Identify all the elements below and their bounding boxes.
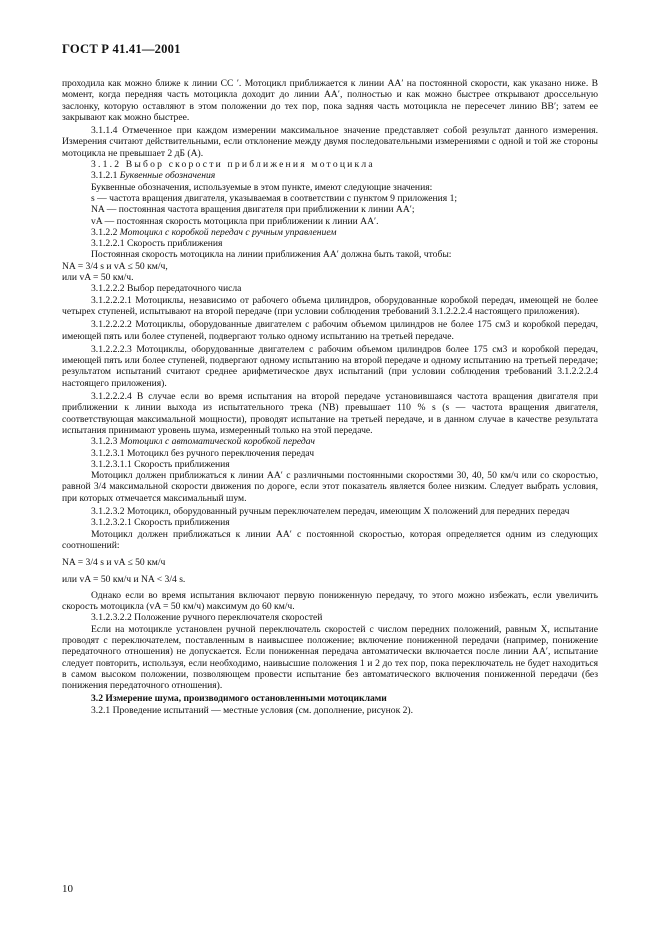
heading-3-1-2-3-1: 3.1.2.3.1 Мотоцикл без ручного переключения передач (91, 447, 315, 459)
paragraph-manual-selector: Если на мотоцикле установлен ручной переключатель скоростей с числом передних положений, равным X, испытание проводят с переключателем, поставленным в наивысшее положение; включение пониженной передачи (например, понижение передаточного отношения) не допускается. Если пониженная передача автоматически включается после линии AA′, испытание следует повторить, используя, если необходимо, наивысшие положения 1 и 2 до тех пор, пока переключатель не будет находиться в самом высоком положении, позволяющем провести испытание без автоматического включения пониженной передачи (без понижения передаточного отношения). (62, 623, 598, 692)
paragraph-notation-intro: Буквенные обозначения, используемые в этом пункте, имеют следующие значения: (91, 181, 433, 193)
paragraph-3-1-1-4: 3.1.1.4 Отмеченное при каждом измерении максимальное значение представляет собой результат данного измерения. Измерения считают действительными, если отклонение между двумя последовательными измерениями с одной и той же стороны мотоцикла не превышает 2 дБ (А). (62, 125, 598, 159)
formula-3: или vA = 50 км/ч и NA < 3/4 s. (62, 574, 186, 586)
section-heading-3-2: 3.2 Измерение шума, производимого остановленными мотоциклами (91, 693, 387, 705)
paragraph-3-1-2-2-2-4: 3.1.2.2.2.4 В случае если во время испытания на второй передаче установившаяся частота вращения двигателя при приближении к линии выхода из испытательного трека (NB) превышает 110 % s (s — частота вращения двигателя, соответствующая максимальной мощности), проводят испытание на третьей передаче, и в данном случае в качестве результата испытания принимают уровень шума, измеренный только на этой передаче. (62, 391, 598, 436)
paragraph-line-cc: проходила как можно ближе к линии CC ′. Мотоцикл приближается к линии AA′ на постоянной скорости, как указано ниже. В момент, когда передняя часть мотоцикла доходит до линии AA′, полностью и как можно быстрее открывают дроссельную заслонку, которую оставляют в этом положении до тех пор, пока задняя часть мотоцикла не пересечет линию BB′; затем ее закрывают как можно быстрее. (62, 78, 598, 123)
section-heading-3-1-2: 3.1.2 Выбор скорости приближения мотоцикла (91, 159, 375, 171)
definition-na: NA — постоянная частота вращения двигателя при приближении к линии AA′; (91, 204, 415, 216)
document-body (62, 78, 598, 716)
heading-3-1-2-2-2: 3.1.2.2.2 Выбор передаточного числа (91, 283, 242, 295)
heading-3-1-2-3-2-1: 3.1.2.3.2.1 Скорость приближения (91, 517, 230, 529)
heading-3-1-2-3-2-2: 3.1.2.3.2.2 Положение ручного переключателя скоростей (91, 612, 323, 624)
paragraph-3-2-1: 3.2.1 Проведение испытаний — местные условия (см. дополнение, рисунок 2). (91, 704, 414, 716)
heading-3-1-2-3-1-1: 3.1.2.3.1.1 Скорость приближения (91, 458, 230, 470)
section-number: 3.1.2.3 (91, 436, 120, 448)
section-title: Мотоцикл с автоматической коробкой передач (119, 436, 316, 448)
document-header: ГОСТ Р 41.41—2001 (62, 42, 181, 56)
subsection-heading-3-1-2-3 (62, 436, 598, 447)
definition-s: s — частота вращения двигателя, указываемая в соответствии с пунктом 9 приложения 1; (91, 192, 458, 204)
section-title: Мотоцикл с коробкой передач с ручным управлением (119, 226, 337, 238)
subsection-heading-3-1-2-2 (62, 227, 598, 238)
formula-1: NA = 3/4 s и vA ≤ 50 км/ч, (62, 260, 168, 272)
section-number: 3.1.2.1 (91, 170, 120, 182)
definition-va: vA — постоянная скорость мотоцикла при приближении к линии AA′. (91, 215, 379, 227)
paragraph-low-gear: Однако если во время испытания включают первую пониженную передачу, то этого можно избежать, если увеличить скорость мотоцикла (vA = 50 км/ч) максимум до 60 км/ч. (62, 589, 598, 613)
paragraph-3-1-2-2-2-1: 3.1.2.2.2.1 Мотоциклы, независимо от рабочего объема цилиндров, оборудованные коробкой передач, имеющей не более четырех ступеней, испытывают на второй передаче (при условии соблюдения требований 3.1.2.2.2.4 настоящего приложения). (62, 294, 598, 317)
formula-2: NA = 3/4 s и vA ≤ 50 км/ч (62, 557, 166, 569)
paragraph-3-1-2-2-2-2: 3.1.2.2.2.2 Мотоциклы, оборудованные двигателем с рабочим объемом цилиндров не более 175 см3 и коробкой передач, имеющей пять или более ступеней, подвергают только одному испытанию на третьей передаче. (62, 319, 598, 342)
page-number: 10 (62, 883, 73, 895)
paragraph-3-1-2-3-2: 3.1.2.3.2 Мотоцикл, оборудованный ручным переключателем передач, имеющим X положений для передних передач (91, 505, 570, 517)
paragraph-approach-speeds: Мотоцикл должен приближаться к линии AA′ с различными постоянными скоростями 30, 40, 50 км/ч или со скоростью, равной 3/4 максимальной скорости движения по дороге, если этот показатель является более низким. Следует выбрать условия, при которых отмечается максимальный шум. (62, 470, 598, 504)
paragraph-constant-speed: Мотоцикл должен приближаться к линии AA′ с постоянной скоростью, которая определяется одним из следующих соотношений: (62, 528, 598, 551)
section-number: 3.1.2.2 (91, 226, 120, 238)
section-title: Буквенные обозначения (119, 170, 216, 182)
heading-3-1-2-2-1: 3.1.2.2.1 Скорость приближения (91, 238, 223, 250)
paragraph-3-1-2-2-2-3: 3.1.2.2.2.3 Мотоциклы, оборудованные двигателем с рабочим объемом цилиндров более 175 см3 и коробкой передач, имеющей пять или более ступеней, подвергают одному испытанию на второй передаче и одному испытанию на третьей передаче; результатом испытаний считают среднее арифметическое двух испытаний (при условии соблюдения требований 3.1.2.2.2.4 настоящего приложения). (62, 343, 598, 389)
formula-1-alt: или vA = 50 км/ч. (62, 272, 134, 284)
subsection-heading-3-1-2-1 (62, 170, 598, 181)
paragraph-approach-speed: Постоянная скорость мотоцикла на линии приближения AA′ должна быть такой, чтобы: (91, 249, 452, 261)
